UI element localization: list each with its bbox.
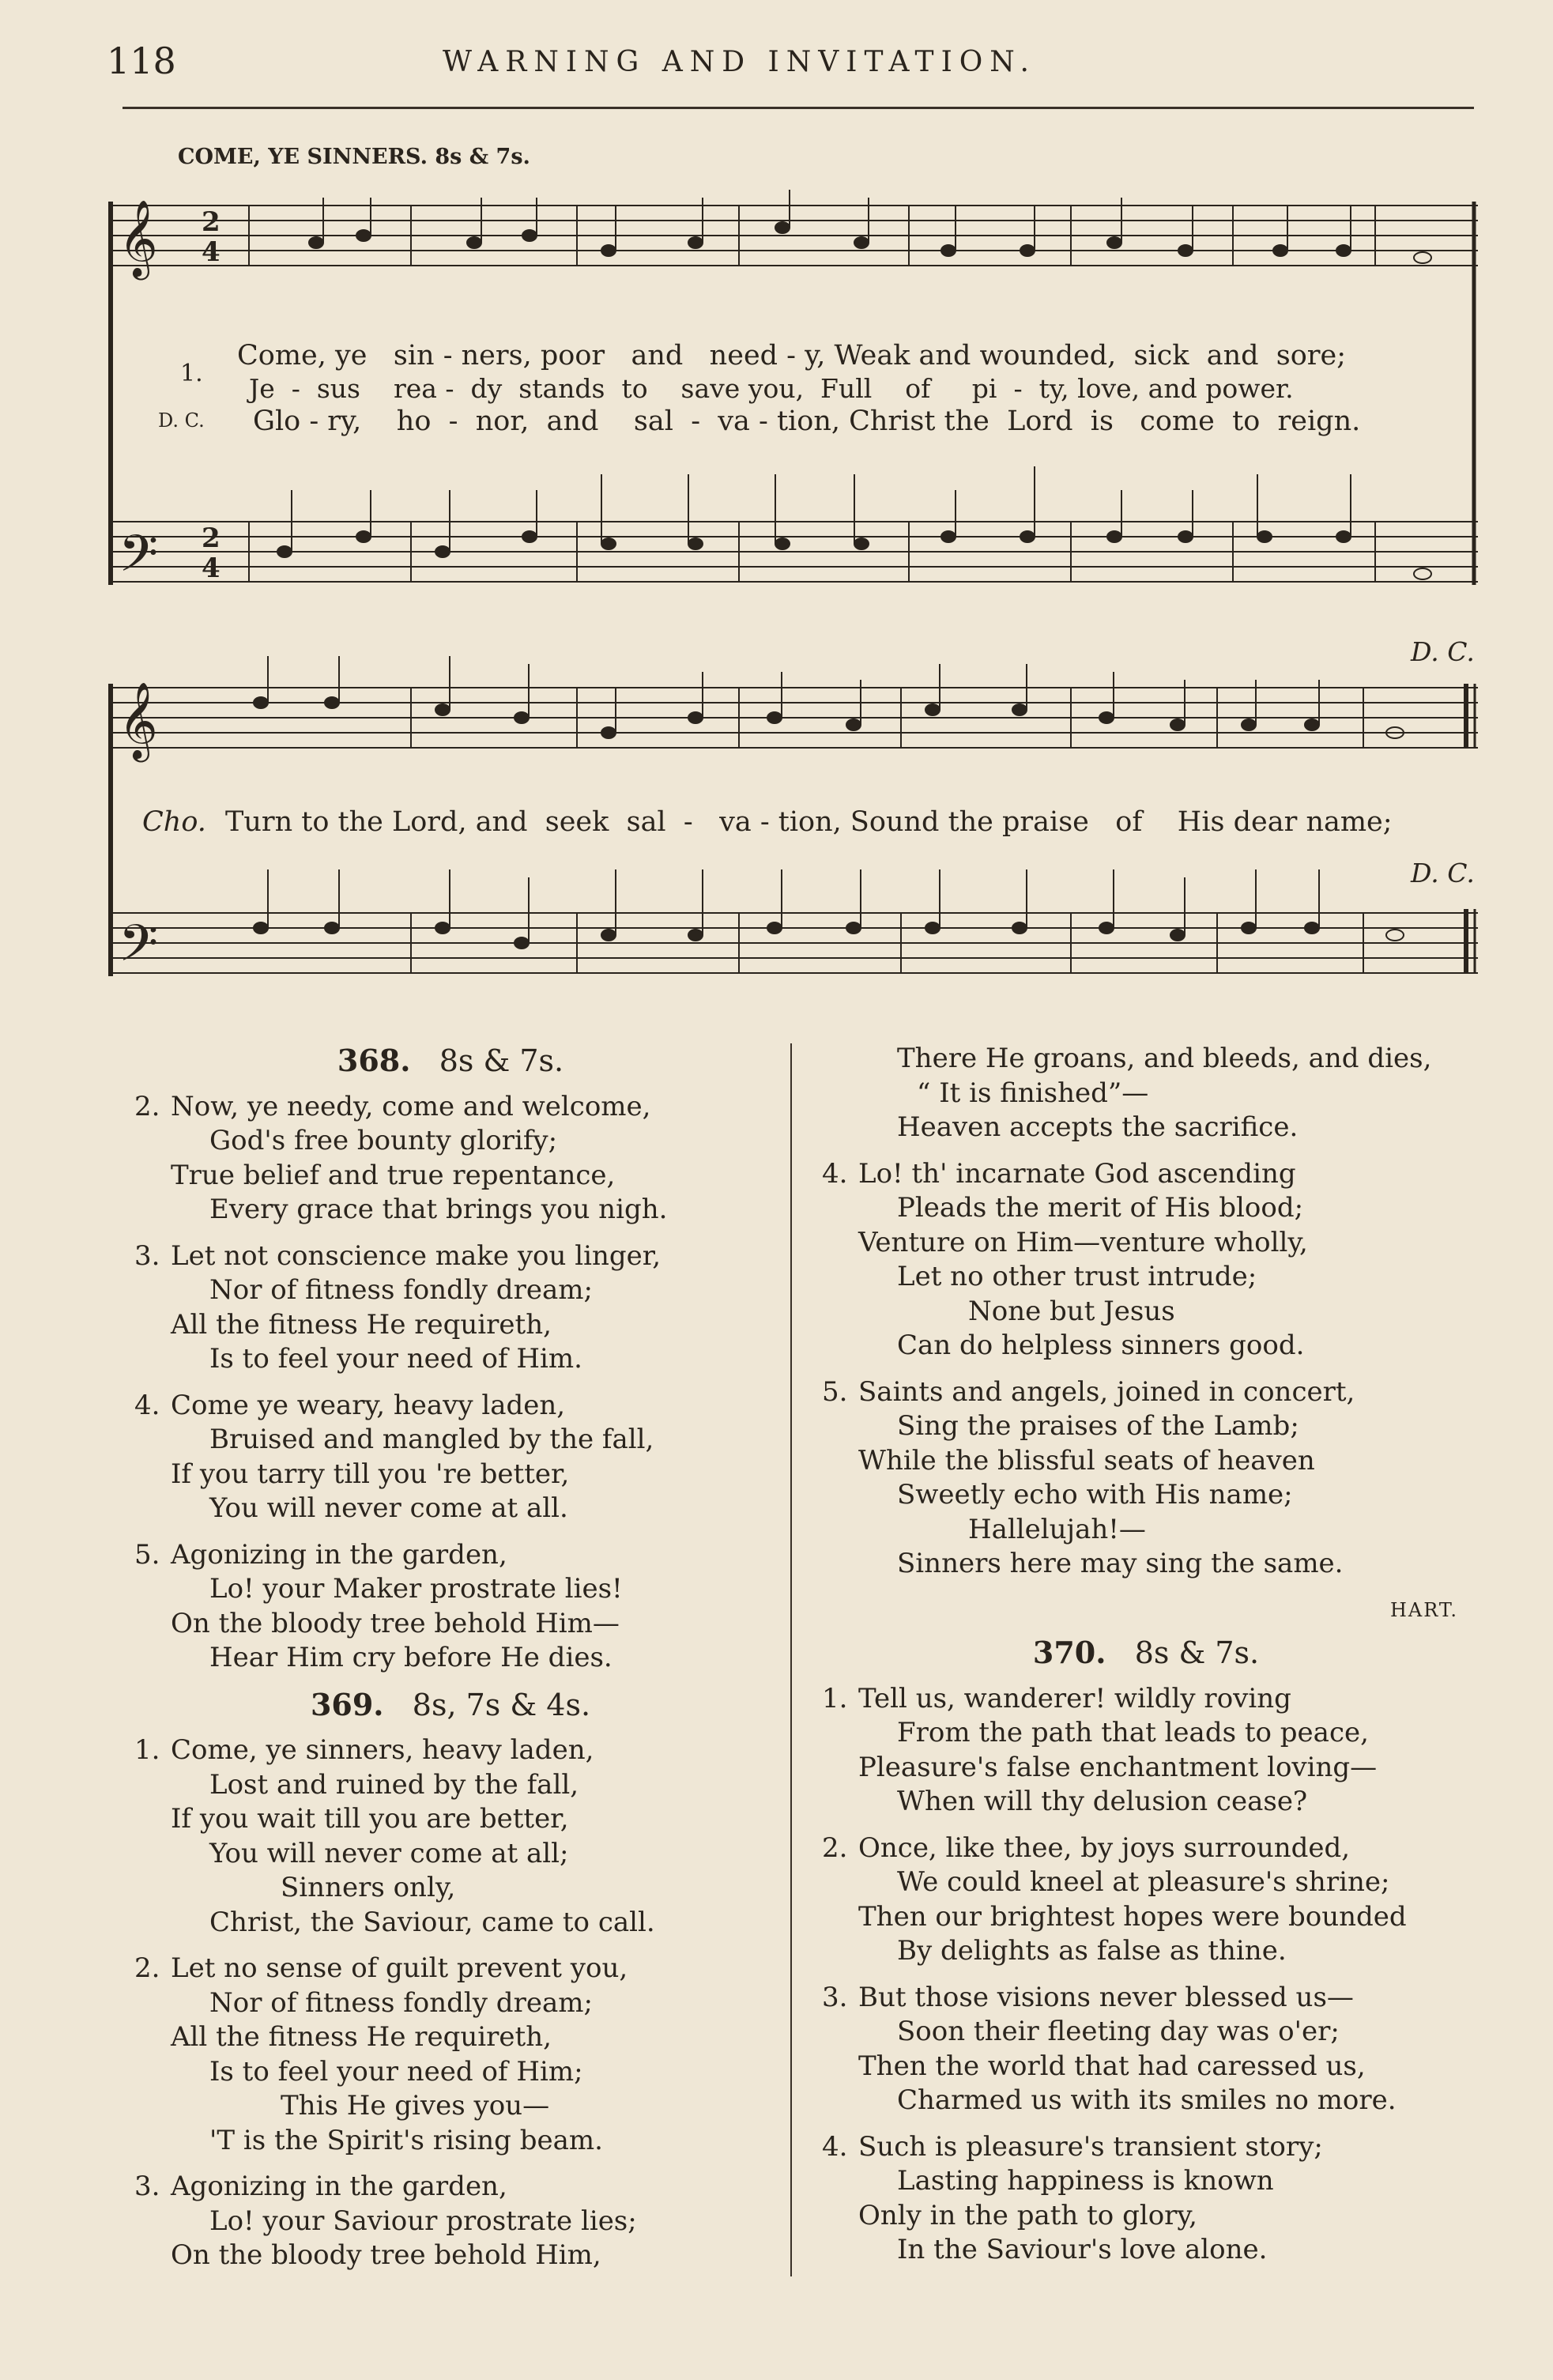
stanza: 5. Agonizing in the garden, Lo! your Maker prostrate lies! On the bloody tree behold Him— Hear Him cry before He dies. [134, 1538, 623, 1673]
svg-text:𝄞: 𝄞 [119, 199, 158, 277]
right-column [822, 1042, 1470, 2280]
svg-text:4: 4 [202, 553, 221, 584]
stanza: 4. Lo! th' incarnate God ascending Pleads the merit of His blood; Venture on Him—venture wholly, Let no other trust intrude; None but Jesus Can do helpless sinners good. [822, 1157, 1308, 1361]
lyric-line-3: Glo - ry, ho - nor, and sal - va - tion, Christ the Lord is come to reign. [253, 405, 1361, 437]
svg-text:2: 2 [202, 206, 221, 238]
lyric-line-2: Je - sus rea - dy stands to save you, Full of pi - ty, love, and power. [249, 373, 1294, 404]
svg-text:4: 4 [202, 236, 221, 268]
author-credit: HART. [1389, 1598, 1458, 1621]
svg-text:𝄞: 𝄞 [119, 681, 158, 759]
stanza: 5. Saints and angels, joined in concert, Sing the praises of the Lamb; While the blissful seats of heaven Sweetly echo with His name; Hallelujah!— Sinners here may sing the same. [822, 1375, 1355, 1579]
svg-text:2: 2 [202, 522, 221, 554]
svg-text:𝄢: 𝄢 [119, 525, 159, 596]
dc-mark-bass: D. C. [1411, 858, 1475, 888]
stanza: 1. Come, ye sinners, heavy laden, Lost and ruined by the fall, If you wait till you are better, You will never come at all; Sinners only, Christ, the Saviour, came to call. [134, 1734, 655, 1938]
chorus-line: Turn to the Lord, and seek sal - va - tion, Sound the praise of His dear name; [225, 806, 1393, 838]
running-title: WARNING AND INVITATION. [443, 46, 1036, 78]
stanza: 2. Now, ye needy, come and welcome, God's free bounty glorify; True belief and true repentance, Every grace that brings you nigh. [134, 1090, 668, 1225]
stanza: 1. Tell us, wanderer! wildly roving From the path that leads to peace, Pleasure's false enchantment loving— When will thy delusion cease? [822, 1682, 1378, 1817]
hymn-368-heading: 368. 8s & 7s. [337, 1043, 564, 1078]
stanza: 4. Such is pleasure's transient story; Lasting happiness is known Only in the path to glory, In the Saviour's love alone. [822, 2130, 1323, 2265]
stanza: 3. Let not conscience make you linger, Nor of fitness fondly dream; All the fitness He requireth, Is to feel your need of Him. [134, 1239, 662, 1375]
tune-meter: 8s & 7s. [435, 145, 530, 169]
dc-mark-treble: D. C. [1411, 636, 1475, 667]
dc-label: D. C. [158, 409, 205, 432]
verse-number: 1. [180, 360, 203, 387]
page-number: 118 [107, 40, 176, 82]
stanza: 3. Agonizing in the garden, Lo! your Saviour prostrate lies; On the bloody tree behold Him, [134, 2171, 637, 2271]
lyric-line-1: Come, ye sin - ners, poor and need - y, Weak and wounded, sick and sore; [237, 340, 1347, 372]
svg-text:𝄢: 𝄢 [119, 915, 159, 986]
stanza: 2. Once, like thee, by joys surrounded, We could kneel at pleasure's shrine; Then our brightest hopes were bounded By delights as false as thine. [822, 1831, 1407, 1967]
hymn-370-heading: 370. 8s & 7s. [1032, 1635, 1260, 1670]
stanza: 3. But those visions never blessed us— Soon their fleeting day was o'er; Then the world that had caressed us, Charmed us with its smiles no more. [822, 1981, 1397, 2116]
left-column [134, 1035, 767, 2285]
tune-name: COME, YE SINNERS. [178, 145, 428, 169]
stanza: 4. Come ye weary, heavy laden, Bruised and mangled by the fall, If you tarry till you 're better, You will never come at all. [134, 1389, 654, 1524]
hymn-369-heading: 369. 8s, 7s & 4s. [310, 1686, 591, 1722]
stanza: 2. Let no sense of guilt prevent you, Nor of fitness fondly dream; All the fitness He requireth, Is to feel your need of Him; This He gives you— 'T is the Spirit's rising beam. [134, 1952, 628, 2156]
stanza-continuation: There He groans, and bleeds, and dies, “ It is finished”— Heaven accepts the sacrifice. [897, 1043, 1432, 1143]
music-score-system-1 [0, 0, 1553, 1028]
column-divider [790, 1043, 792, 2276]
chorus-label: Cho. [142, 806, 206, 838]
